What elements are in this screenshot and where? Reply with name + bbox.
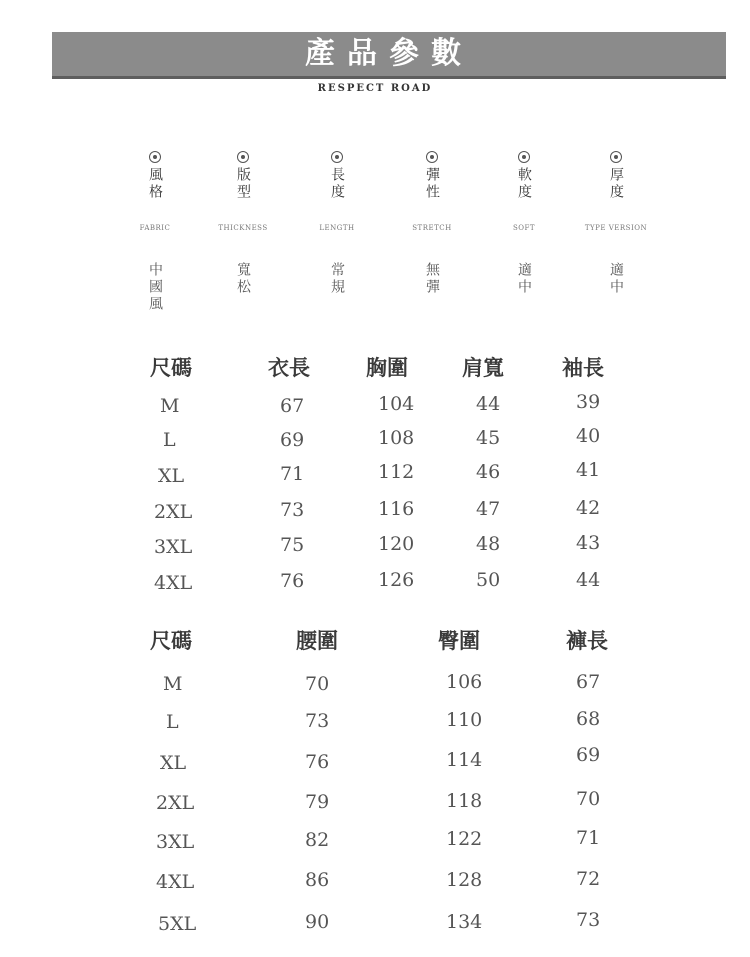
table-cell: 86 (305, 869, 330, 891)
attribute-value (566, 262, 666, 300)
target-dot-icon (331, 151, 343, 163)
attribute-value-text: 寬松 (235, 262, 251, 296)
column-header: 衣長 (268, 355, 310, 380)
table-cell: 68 (576, 708, 601, 730)
attribute-label: 彈性 (424, 167, 440, 201)
table-cell: 90 (305, 911, 330, 933)
column-header: 尺碼 (150, 628, 192, 653)
page-subtitle: RESPECT ROAD (317, 83, 433, 94)
attribute-en-label: LENGTH (319, 224, 355, 232)
target-dot-icon (237, 151, 249, 163)
table-cell: 134 (446, 911, 483, 933)
attribute-en-label: STRETCH (412, 224, 452, 232)
table-cell: 126 (378, 569, 415, 591)
table-cell: 120 (378, 533, 415, 555)
table-cell: 3XL (156, 831, 195, 853)
attribute-value (193, 262, 293, 300)
table-cell: 108 (378, 427, 415, 449)
table-cell: 48 (476, 533, 501, 555)
table-cell: 69 (576, 744, 601, 766)
table-cell: 44 (576, 569, 601, 591)
table-cell: XL (160, 752, 187, 774)
table-cell: 70 (576, 788, 601, 810)
attribute-en-label: THICKNESS (218, 224, 268, 232)
attribute-value (105, 262, 205, 317)
attribute-en-label: SOFT (512, 224, 536, 232)
table-cell: XL (158, 465, 185, 487)
attribute-type-version (566, 148, 666, 205)
attribute-value-text: 無彈 (424, 262, 440, 296)
table-cell: 39 (576, 391, 601, 413)
attribute-value-text: 適中 (516, 262, 532, 296)
attribute-length (287, 148, 387, 205)
table-cell: M (160, 395, 180, 417)
table-cell: 44 (476, 393, 501, 415)
table-cell: 106 (446, 671, 483, 693)
target-dot-icon (149, 151, 161, 163)
table-cell: 118 (446, 790, 483, 812)
table-cell: 110 (446, 709, 483, 731)
table-cell: 5XL (158, 913, 197, 935)
table-cell: 71 (280, 463, 305, 485)
table-cell: 76 (280, 570, 305, 592)
attribute-stretch (382, 148, 482, 205)
attribute-value-text: 常規 (329, 262, 345, 296)
table-cell: 47 (476, 498, 501, 520)
table-cell: 128 (446, 869, 483, 891)
table-cell: 71 (576, 827, 601, 849)
table-cell: 3XL (154, 536, 193, 558)
column-header: 尺碼 (150, 355, 192, 380)
table-cell: 46 (476, 461, 501, 483)
attribute-label: 風格 (147, 167, 163, 201)
attribute-fabric (105, 148, 205, 205)
attribute-thickness (193, 148, 293, 205)
attribute-en-label: TYPE VERSION (584, 224, 648, 232)
table-cell: 69 (280, 429, 305, 451)
table-cell: L (166, 711, 179, 733)
table-cell: 104 (378, 393, 415, 415)
attribute-soft (474, 148, 574, 205)
table-cell: 73 (305, 710, 330, 732)
table-cell: 4XL (156, 871, 195, 893)
column-header: 腰圍 (296, 628, 338, 653)
attribute-value (474, 262, 574, 300)
table-cell: 76 (305, 751, 330, 773)
column-header: 褲長 (566, 628, 608, 653)
column-header: 袖長 (562, 355, 604, 380)
attribute-value-text: 中國風 (147, 262, 163, 313)
column-header: 肩寬 (462, 355, 504, 380)
table-cell: 2XL (154, 501, 193, 523)
table-cell: 2XL (156, 792, 195, 814)
attribute-en-label: FABRIC (139, 224, 171, 232)
table-cell: 43 (576, 532, 601, 554)
attribute-label: 長度 (329, 167, 345, 201)
attribute-value-text: 適中 (608, 262, 624, 296)
table-cell: 122 (446, 828, 483, 850)
table-cell: 67 (576, 671, 601, 693)
attribute-label: 軟度 (516, 167, 532, 201)
table-cell: 4XL (154, 572, 193, 594)
attribute-value (382, 262, 482, 300)
target-dot-icon (426, 151, 438, 163)
table-cell: 42 (576, 497, 601, 519)
table-cell: 79 (305, 791, 330, 813)
table-cell: 41 (576, 459, 601, 481)
table-cell: 45 (476, 427, 501, 449)
page-title: 產品參數 (305, 36, 473, 71)
attribute-label: 版型 (235, 167, 251, 201)
table-cell: 70 (305, 673, 330, 695)
table-cell: 72 (576, 868, 601, 890)
table-cell: 73 (280, 499, 305, 521)
column-header: 臀圍 (438, 628, 480, 653)
header-underline (52, 76, 726, 79)
table-cell: 75 (280, 534, 305, 556)
table-cell: 67 (280, 395, 305, 417)
target-dot-icon (610, 151, 622, 163)
column-header: 胸圍 (366, 355, 408, 380)
table-cell: 116 (378, 498, 415, 520)
table-cell: 112 (378, 461, 415, 483)
table-cell: 82 (305, 829, 330, 851)
target-dot-icon (518, 151, 530, 163)
attribute-value (287, 262, 387, 300)
table-cell: 114 (446, 749, 483, 771)
table-cell: L (163, 429, 176, 451)
attribute-label: 厚度 (608, 167, 624, 201)
table-cell: M (163, 673, 183, 695)
table-cell: 50 (476, 569, 501, 591)
table-cell: 73 (576, 909, 601, 931)
table-cell: 40 (576, 425, 601, 447)
